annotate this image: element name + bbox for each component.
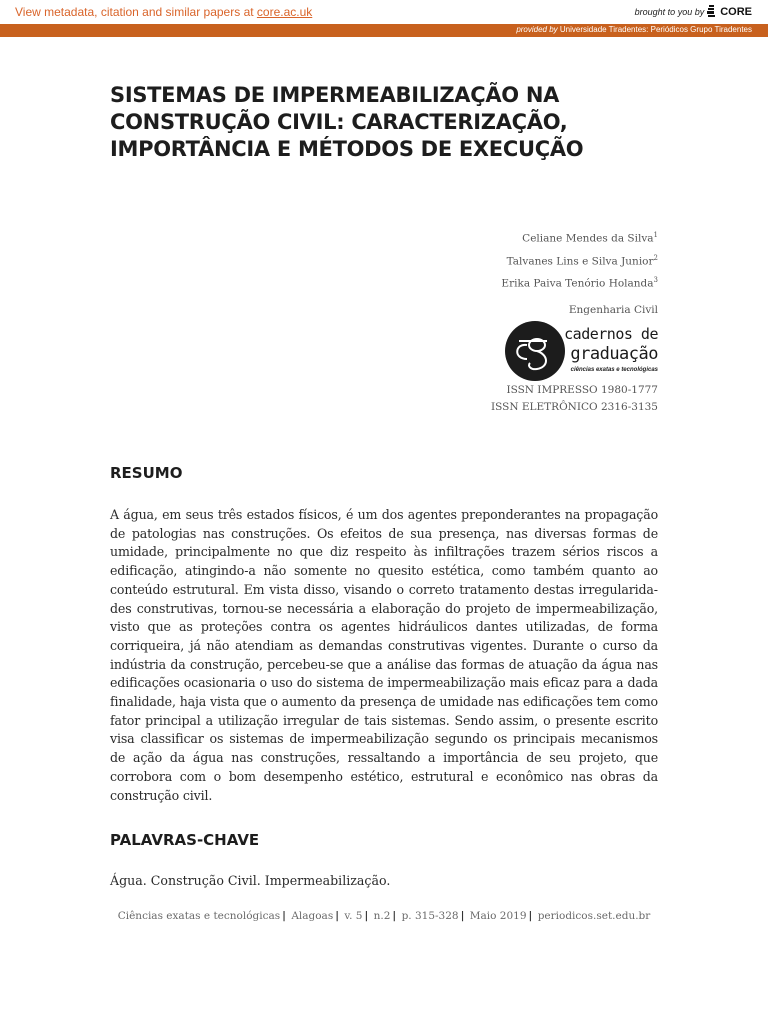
author bbox=[501, 271, 658, 294]
provider-name: Universidade Tiradentes: Periódicos Grupo Tiradentes bbox=[557, 25, 752, 34]
journal-name-line2: graduação bbox=[570, 344, 658, 364]
author bbox=[501, 226, 658, 249]
footer-website-link[interactable]: periodicos.set.edu.br bbox=[537, 910, 651, 922]
brought-to-you-by[interactable] bbox=[635, 5, 752, 18]
provider-stripe bbox=[0, 24, 768, 37]
author-name: Talvanes Lins e Silva Junior bbox=[506, 255, 654, 267]
footer-journal-area: Ciências exatas e tecnológicas bbox=[117, 910, 281, 922]
author-name: Celiane Mendes da Silva bbox=[522, 232, 654, 245]
footer-separator: | bbox=[335, 910, 340, 922]
footer-location: Alagoas bbox=[291, 910, 334, 922]
footer-separator: | bbox=[392, 910, 397, 922]
article-title bbox=[110, 82, 670, 163]
abstract-body: A água, em seus três estados físicos, é um dos agentes preponderantes na propagação de patologias nas construções. Os efeitos de sua presença, nas diversas formas de umidade, principalmente no que diz respeito às infiltrações trazem sérios riscos a edificação, atingindo-a não somente no quesito estética, como também quanto ao conteúdo estrutural. Em vista disso, visando o correto tratamento destas irregularidades construtivas, tornou-se necessária a elaboração do projeto de impermeabilização, visto que as proteções contra os agentes hidráulicos dantes utilizadas, de forma corriqueira, já não atendiam as demandas construtivas vigentes. Durante o curso da indústria da construção, percebeu-se que a análise das formas de atuação da água nas edificações ocasionaria o uso do sistema de impermeabilização mais eficaz para a dada finalidade, haja vista que o aumento da presença de umidade nas edificações tem como fator principal a utilização irregular de tais sistemas. Sendo assim, o presente escrito visa classificar os sistemas de impermeabilização segundo os principais mecanismos de ação da água nas construções, ressaltando a importância de seu projeto, que corrobora com o bom desempenho estético, estrutural e econômico nas obras da construção civil. bbox=[110, 507, 658, 803]
core-label: CORE bbox=[720, 5, 752, 18]
footer-separator: | bbox=[364, 910, 369, 922]
keywords-heading: PALAVRAS-CHAVE bbox=[110, 831, 260, 849]
issn-print: ISSN IMPRESSO 1980-1777 bbox=[506, 384, 658, 396]
footer-separator: | bbox=[460, 910, 465, 922]
issn-block bbox=[491, 382, 658, 416]
author-list bbox=[501, 226, 658, 294]
author-affiliation-mark: 1 bbox=[653, 231, 658, 239]
footer-issue: n.2 bbox=[373, 910, 391, 922]
cg-monogram-icon bbox=[505, 321, 565, 381]
title-line: CONSTRUÇÃO CIVIL: CARACTERIZAÇÃO, bbox=[110, 110, 568, 134]
core-link[interactable]: core.ac.uk bbox=[256, 5, 313, 19]
abstract-heading: RESUMO bbox=[110, 464, 183, 482]
provided-by-prefix: provided by bbox=[516, 25, 558, 34]
core-logo-icon bbox=[707, 5, 717, 18]
subject-area: Engenharia Civil bbox=[568, 304, 658, 316]
journal-subtitle: ciências exatas e tecnológicas bbox=[570, 367, 658, 373]
keywords-text: Água. Construção Civil. Impermeabilização. bbox=[110, 873, 391, 888]
footer-volume: v. 5 bbox=[344, 910, 363, 922]
title-line: IMPORTÂNCIA E MÉTODOS DE EXECUÇÃO bbox=[110, 137, 584, 161]
core-banner bbox=[0, 0, 768, 24]
footer-date: Maio 2019 bbox=[469, 910, 527, 922]
footer-separator: | bbox=[282, 910, 286, 922]
page-footer bbox=[0, 910, 768, 922]
journal-name-line1: cadernos de bbox=[564, 325, 658, 343]
author bbox=[501, 249, 658, 272]
footer-pages: p. 315-328 bbox=[401, 910, 459, 922]
metadata-notice bbox=[15, 5, 312, 19]
footer-separator: | bbox=[528, 910, 533, 922]
metadata-text: View metadata, citation and similar papers at bbox=[15, 5, 257, 19]
issn-online: ISSN ELETRÔNICO 2316-3135 bbox=[490, 401, 658, 413]
author-affiliation-mark: 2 bbox=[653, 253, 658, 262]
title-line: SISTEMAS DE IMPERMEABILIZAÇÃO NA bbox=[110, 83, 560, 107]
author-name: Erika Paiva Tenório Holanda bbox=[501, 277, 654, 290]
brought-text: brought to you by bbox=[634, 6, 705, 17]
author-affiliation-mark: 3 bbox=[653, 276, 658, 284]
journal-logo bbox=[505, 320, 658, 382]
provided-by[interactable] bbox=[516, 25, 752, 34]
